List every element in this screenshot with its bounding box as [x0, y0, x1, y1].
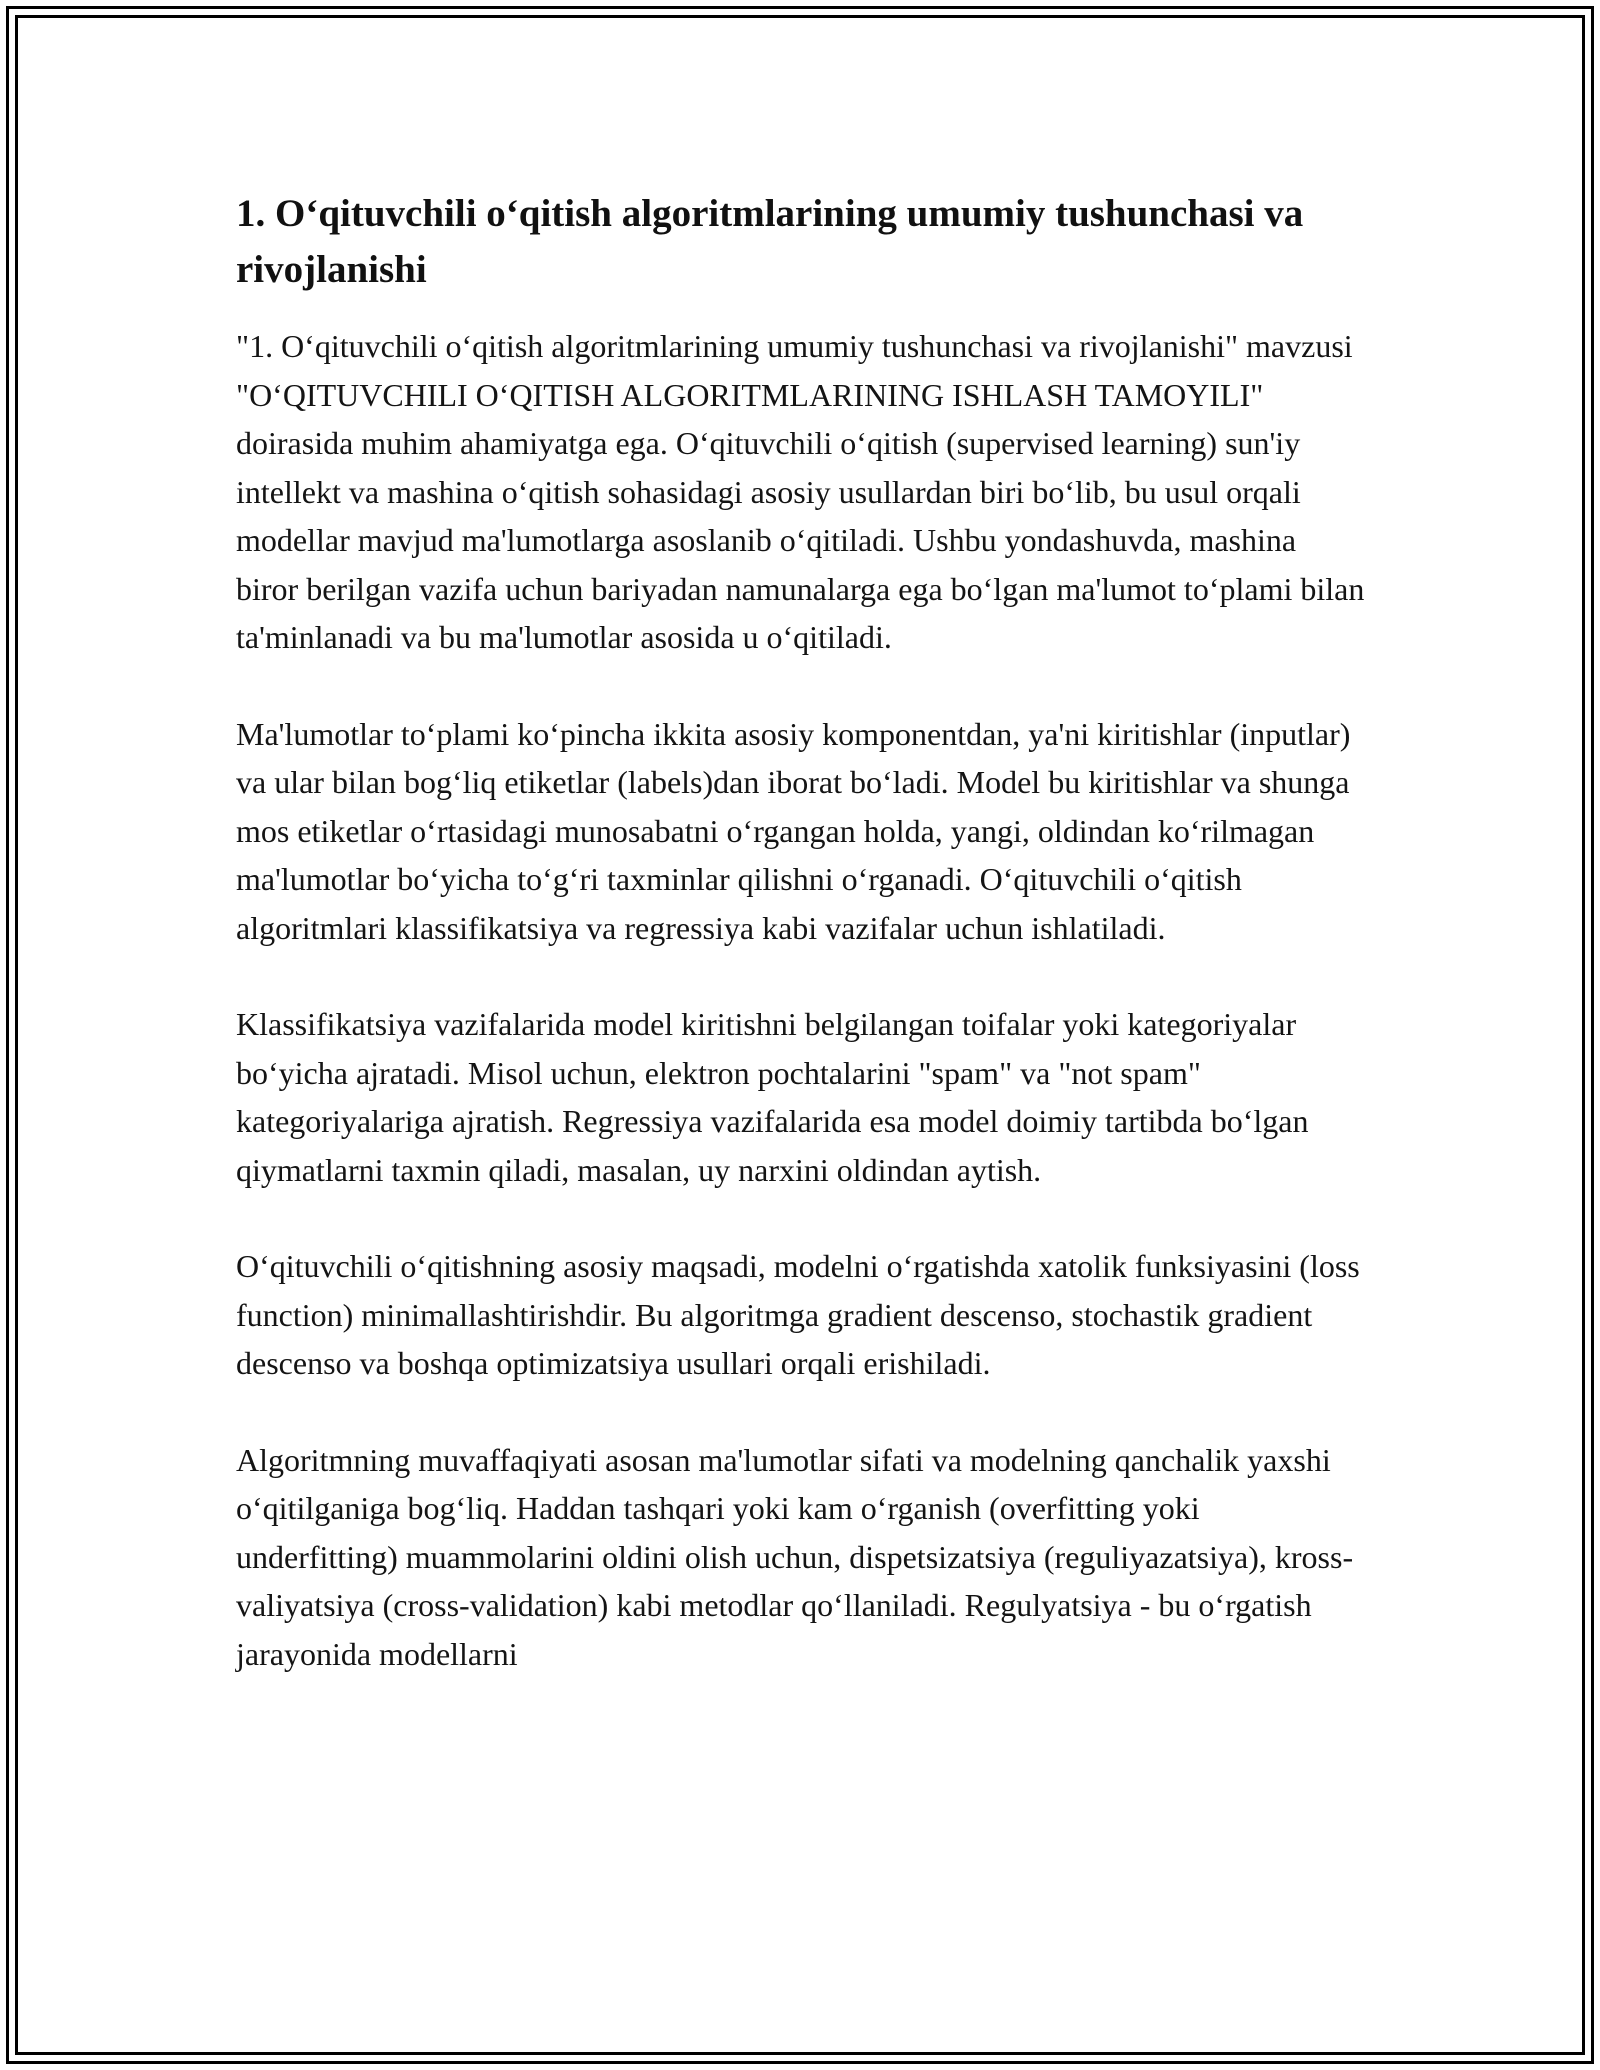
paragraph-dataset: Ma'lumotlar toʻplami koʻpincha ikkita asosiy komponentdan, ya'ni kiritishlar (inputlar) va ular bilan bogʻliq etiketlar (labels)dan iborat boʻladi. Model bu kiritishlar va shunga mos etiketlar oʻrtasidagi munosabatni oʻrgangan holda, yangi, oldindan koʻrilmagan ma'lumotlar boʻyicha toʻgʻri taxminlar qilishni oʻrganadi. Oʻqituvchili oʻqitish algoritmlari klassifikatsiya va regressiya kabi vazifalar uchun ishlatiladi.	[236, 715, 1351, 946]
paragraph-overfitting: Algoritmning muvaffaqiyati asosan ma'lumotlar sifati va modelning qanchalik yaxshi oʻqitilganiga bogʻliq. Haddan tashqari yoki kam oʻrganish (overfitting yoki underfitting) muammolarini oldini olish uchun, dispetsizatsiya (reguliyazatsiya), kross-valiyatsiya (cross-validation) kabi metodlar qoʻllaniladi. Regulyatsiya - bu oʻrgatish jarayonida modellarni	[236, 1441, 1354, 1672]
paragraph-loss-function: Oʻqituvchili oʻqitishning asosiy maqsadi, modelni oʻrgatishda xatolik funksiyasini (loss function) minimallashtirishdir. Bu algoritmga gradient descenso, stochastik gradient descenso va boshqa optimizatsiya usullari orqali erishiladi.	[236, 1248, 1360, 1381]
paragraph-intro: "1. Oʻqituvchili oʻqitish algoritmlarining umumiy tushunchasi va rivojlanishi" mavzusi "OʻQITUVCHILI OʻQITISH ALGORITMLARINING ISHLASH TAMOYILI" doirasida muhim ahamiyatga ega. Oʻqituvchili oʻqitish (supervised learning) sun'iy intellekt va mashina oʻqitish sohasidagi asosiy usullardan biri boʻlib, bu usul orqali modellar mavjud ma'lumotlarga asoslanib oʻqitiladi. Ushbu yondashuvda, mashina biror berilgan vazifa uchun bariyadan namunalarga ega boʻlgan ma'lumot toʻplami bilan ta'minlanadi va bu ma'lumotlar asosida u oʻqitiladi.	[236, 328, 1365, 655]
paragraph-classification: Klassifikatsiya vazifalarida model kiritishni belgilangan toifalar yoki kategoriyalar boʻyicha ajratadi. Misol uchun, elektron pochtalarini "spam" va "not spam" kategoriyalariga ajratish. Regressiya vazifalarida esa model doimiy tartibda boʻlgan qiymatlarni taxmin qiladi, masalan, uy narxini oldindan aytish.	[236, 1006, 1309, 1188]
section-heading: 1. Oʻqituvchili oʻqitish algoritmlarining umumiy tushunchasi va rivojlanishi	[236, 192, 1304, 291]
document-body	[236, 186, 1366, 1726]
